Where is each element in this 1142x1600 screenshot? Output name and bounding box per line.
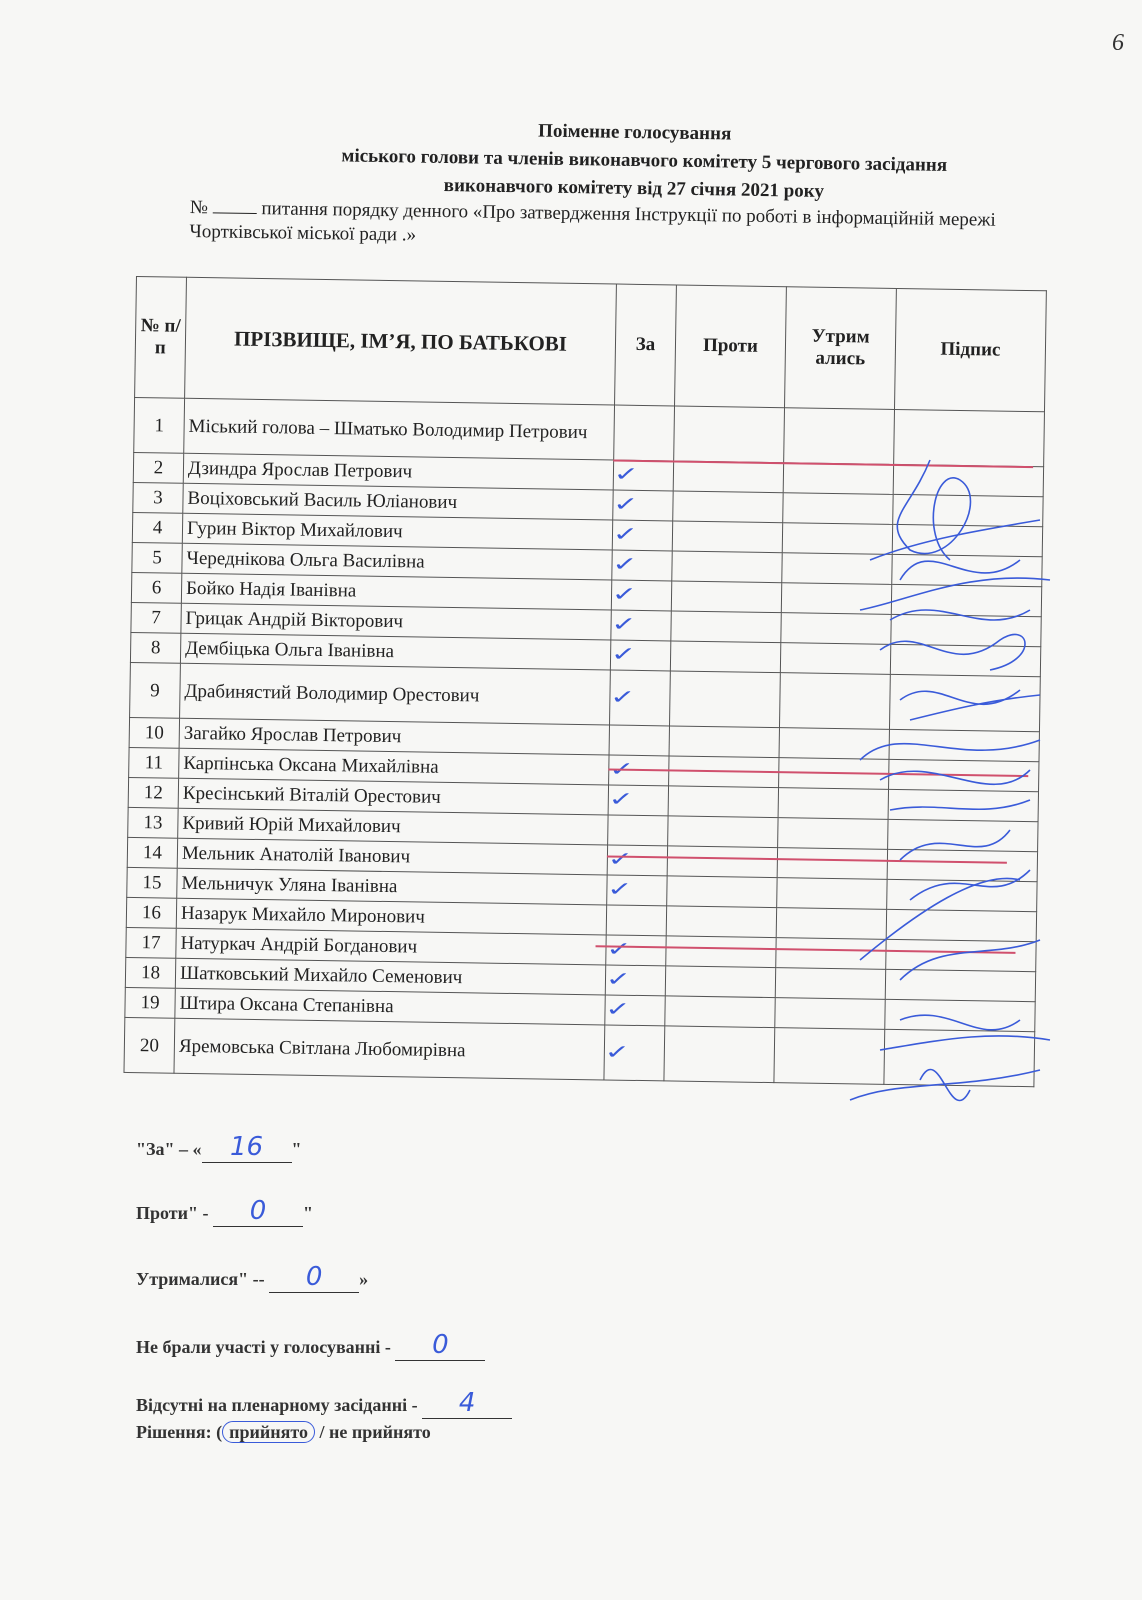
row-for: [612, 550, 672, 581]
header-line-2: міського голови та членів виконавчого комітету 5 чергового засідання: [341, 145, 948, 176]
summary-abstain-end: »: [359, 1269, 369, 1289]
agenda-text: питання порядку денного «Про затвердження Інструкції по роботі в інформаційній мережі Чортківської міської ради .»: [189, 198, 996, 246]
summary-decision: Рішення: ( прийнято / не прийнято: [136, 1422, 431, 1442]
row-number: [129, 717, 179, 748]
row-for: [611, 580, 671, 611]
row-name-text: Карпінська Оксана Михайлівна: [183, 752, 439, 778]
row-number: [134, 397, 185, 453]
row-for: [609, 725, 669, 756]
row-for: [614, 405, 675, 461]
row-number-text: 1: [154, 414, 165, 436]
row-for: [611, 610, 671, 641]
check-mark: ✓: [610, 643, 637, 666]
summary-abstain-label: Утрималися" --: [136, 1269, 265, 1289]
row-number-text: 4: [152, 517, 163, 539]
row-against: [669, 671, 780, 728]
row-for: [608, 785, 668, 816]
row-name-text: Дембіцька Ольга Іванівна: [184, 637, 395, 663]
row-name: [174, 1018, 605, 1080]
summary-for-value: 16: [202, 1132, 292, 1163]
signature-20: [850, 1069, 1040, 1100]
decision-adopted: прийнято: [222, 1421, 315, 1443]
row-name-text: Бойко Надія Іванівна: [185, 577, 357, 602]
row-name-text: Череднікова Ольга Василівна: [186, 547, 425, 573]
summary-not-voting-label: Не брали участі у голосуванні -: [136, 1337, 391, 1357]
row-against: [672, 551, 782, 583]
summary-not-voting-value: 0: [395, 1330, 485, 1361]
row-number-text: 5: [152, 547, 162, 569]
row-number: [126, 897, 176, 928]
row-name-text: Гурин Віктор Михайлович: [186, 517, 403, 543]
header-num: № п/п: [135, 277, 187, 399]
row-for: [606, 935, 666, 966]
signature-9b: [890, 800, 1030, 810]
row-name-text: Мельничук Уляна Іванівна: [181, 872, 398, 898]
row-for: [610, 640, 670, 671]
row-number: [132, 542, 182, 573]
row-against: [665, 966, 775, 998]
row-against: [670, 641, 780, 673]
decision-rejected: не прийнято: [329, 1422, 431, 1442]
row-against: [666, 936, 776, 968]
header-signature: Підпис: [894, 288, 1046, 411]
row-against: [668, 786, 778, 818]
check-mark: ✓: [605, 998, 631, 1021]
row-for: [605, 965, 665, 996]
row-name-text: Шатковський Михайло Семенович: [179, 962, 463, 989]
agenda-prefix: №: [189, 196, 209, 219]
row-number-text: 6: [151, 577, 162, 599]
row-number: [125, 987, 175, 1018]
row-number: [128, 777, 178, 808]
signature-3: [870, 520, 1040, 580]
row-for: [608, 815, 668, 846]
check-mark: ✓: [608, 788, 634, 811]
row-name-text: Яремовська Світлана Любомирівна: [178, 1035, 466, 1061]
signature-4: [860, 578, 1050, 620]
check-mark: ✓: [613, 463, 640, 486]
row-number: [128, 807, 178, 838]
row-against: [667, 846, 777, 878]
row-number: [131, 572, 181, 603]
row-name-text: Драбинястий Володимир Орестович: [184, 680, 480, 706]
signature-scribbles: [840, 440, 1070, 1130]
row-against: [667, 876, 777, 908]
summary-against-label: Проти" -: [136, 1203, 209, 1223]
signature-14: [860, 878, 1040, 980]
summary-for: [136, 1132, 302, 1163]
check-mark: ✓: [607, 848, 634, 871]
header-against: Проти: [675, 285, 787, 408]
header-for: За: [615, 284, 677, 406]
header-abstain: Утрим ались: [785, 287, 897, 410]
check-mark: ✓: [613, 493, 639, 516]
check-mark: ✓: [604, 1040, 630, 1064]
row-name-text: Мельник Анатолій Іванович: [181, 842, 411, 868]
row-against: [669, 726, 779, 758]
summary-absent-value: 4: [422, 1388, 512, 1419]
table-header-row: [135, 277, 1047, 412]
row-number-text: 13: [143, 812, 163, 834]
summary-for-end: ": [291, 1139, 302, 1159]
row-number: [133, 452, 183, 483]
row-number: [124, 1017, 175, 1073]
row-number-text: 10: [144, 722, 164, 744]
header-name: ПРІЗВИЩЕ, ІМ’Я, ПО БАТЬКОВІ: [185, 277, 617, 405]
summary-for-label: "За" – «: [136, 1139, 202, 1159]
header-line-3: виконавчого комітету від 27 січня 2021 року: [443, 174, 825, 202]
row-number-text: 9: [150, 679, 160, 701]
row-number-text: 20: [139, 1034, 160, 1056]
row-number-text: 12: [143, 782, 164, 804]
row-number: [129, 747, 179, 778]
summary-absent: [136, 1388, 512, 1419]
row-name-text: Дзиндра Ярослав Петрович: [187, 457, 413, 483]
row-name-text: Кресінський Віталій Орестович: [182, 782, 441, 808]
check-mark: ✓: [611, 583, 638, 606]
row-name-text: Штира Оксана Степанівна: [179, 992, 394, 1018]
row-number-text: 8: [150, 637, 161, 659]
signature-2: [897, 460, 970, 560]
row-number-text: 11: [144, 752, 164, 774]
row-number: [131, 602, 181, 633]
row-name-text: Натуркач Андрій Богданович: [180, 932, 418, 958]
check-mark: ✓: [606, 938, 632, 961]
row-against: [665, 996, 775, 1028]
row-name-text: Загайко Ярослав Петрович: [183, 722, 402, 748]
check-mark: ✓: [608, 758, 635, 781]
decision-label: Рішення:: [136, 1422, 212, 1442]
row-for: [606, 905, 666, 936]
signature-7: [900, 690, 1040, 720]
row-for: [605, 995, 665, 1026]
row-name: [184, 398, 615, 460]
row-against: [666, 906, 776, 938]
row-number: [130, 632, 180, 663]
check-mark: ✓: [612, 553, 638, 576]
row-for: [607, 845, 667, 876]
signature-18: [880, 1015, 1050, 1050]
row-against: [673, 461, 783, 493]
row-for: [613, 490, 673, 521]
row-against: [671, 581, 781, 613]
row-for: [612, 520, 672, 551]
row-for: [613, 460, 673, 491]
summary-against-end: ": [302, 1203, 313, 1223]
row-against: [664, 1026, 775, 1083]
row-number: [133, 482, 183, 513]
summary-abstain-value: 0: [269, 1262, 359, 1293]
check-mark: ✓: [605, 968, 632, 991]
row-number: [130, 662, 181, 718]
signature-9: [860, 740, 1040, 784]
row-against: [674, 406, 785, 463]
check-mark: ✓: [607, 878, 633, 901]
row-name-text: Міський голова – Шматько Володимир Петрович: [188, 415, 588, 443]
row-number-text: 16: [141, 902, 162, 924]
row-number-text: 2: [153, 457, 164, 479]
row-number: [127, 867, 177, 898]
summary-not-voting: [136, 1330, 485, 1361]
agenda-number-blank: [213, 196, 257, 214]
row-for: [604, 1025, 665, 1081]
summary-against: [136, 1196, 313, 1227]
row-number-text: 7: [151, 607, 162, 629]
page-number: 6: [1112, 30, 1124, 56]
summary-abstain: [136, 1262, 368, 1293]
row-number-text: 3: [153, 487, 163, 509]
row-name-text: Кривий Юрій Михайлович: [182, 812, 401, 838]
check-mark: ✓: [611, 613, 637, 636]
row-against: [673, 491, 783, 523]
row-number: [127, 837, 177, 868]
document-header: [189, 112, 1080, 210]
row-number-text: 19: [140, 992, 160, 1014]
row-number-text: 18: [140, 962, 161, 984]
row-against: [671, 611, 781, 643]
row-name-text: Назарук Михайло Миронович: [180, 902, 426, 928]
row-number-text: 15: [142, 872, 162, 894]
row-number-text: 14: [142, 842, 163, 864]
row-for: [607, 875, 667, 906]
header-title: Поіменне голосування: [537, 120, 732, 145]
row-name-text: Воціховський Василь Юліанович: [187, 487, 458, 514]
row-number-text: 17: [141, 932, 161, 954]
row-against: [668, 816, 778, 848]
row-number: [126, 927, 176, 958]
row-for: [610, 670, 671, 726]
summary-absent-label: Відсутні на пленарному засіданні -: [136, 1395, 418, 1415]
summary-against-value: 0: [213, 1196, 303, 1227]
check-mark: ✓: [612, 523, 639, 546]
decision-separator: /: [319, 1422, 325, 1442]
check-mark: ✓: [610, 686, 636, 709]
row-number: [125, 957, 175, 988]
row-against: [672, 521, 782, 553]
row-name: [180, 663, 611, 725]
row-number: [132, 512, 182, 543]
signature-5: [880, 634, 1025, 670]
row-name-text: Грицак Андрій Вікторович: [185, 607, 404, 633]
